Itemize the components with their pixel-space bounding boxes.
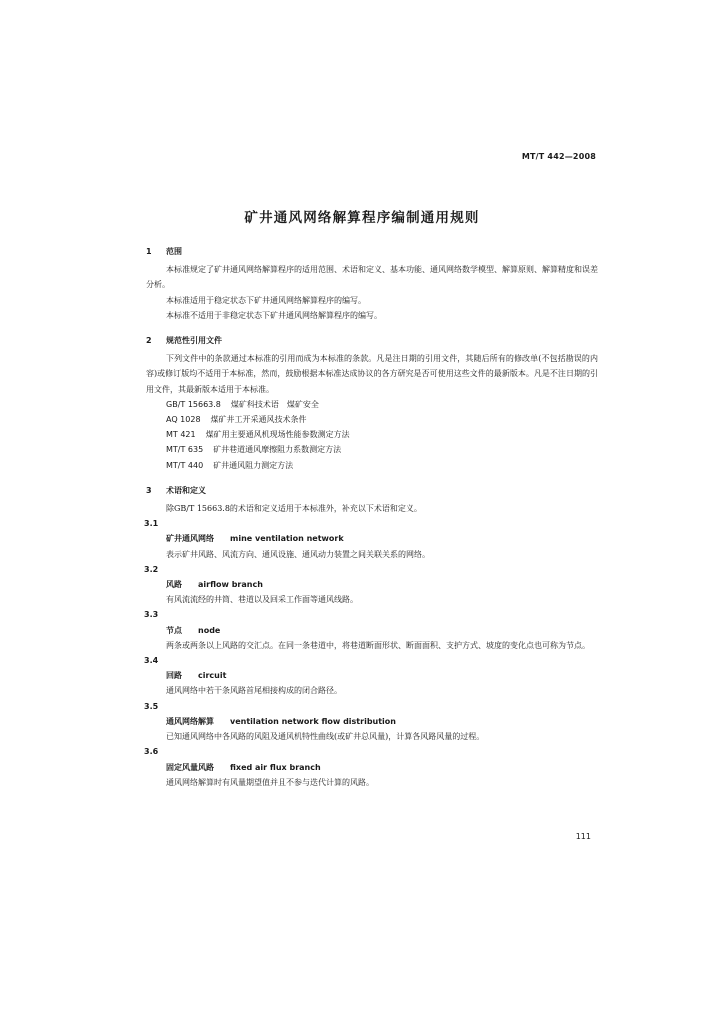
reference-code: MT/T 440 [166,460,204,470]
term-english: mine ventilation network [230,534,344,544]
term-name [146,531,598,546]
term-name [146,760,598,775]
term-definition: 有风流流经的井筒、巷道以及回采工作面等通风线路。 [166,595,358,605]
reference-code: GB/T 15663.8 [166,399,221,409]
term-number: 3.1 [144,519,159,529]
section-title: 规范性引用文件 [166,336,222,346]
term-definition: 通风网络中若干条风路首尾相接构成的闭合路径。 [166,686,342,696]
term-definition: 表示矿井风路、风流方向、通风设施、通风动力装置之间关联关系的网络。 [166,549,430,559]
term-entry [146,653,598,699]
reference-name: 煤矿用主要通风机现场性能参数测定方法 [205,430,350,440]
section-number: 3 [146,485,152,495]
term-english: node [198,625,221,635]
reference-name: 矿井通风阻力测定方法 [213,460,294,470]
term-chinese: 固定风量风路 [166,762,214,772]
paragraph: 本标准适用于稳定状态下矿井通风网络解算程序的编写。 [166,295,366,305]
reference-item [146,458,598,473]
term-name [146,623,598,638]
paragraph: 下列文件中的条款通过本标准的引用而成为本标准的条款。凡是注日期的引用文件，其随后所有的修改单(不包括勘误的内容)或修订版均不适用于本标准，然而，鼓励根据本标准达成协议的各方研究是否可使用这些文件的最新版本。凡是不注日期的引用文件，其最新版本适用于本标准。 [146,354,598,394]
term-definition: 通风网络解算时有风量期望值并且不参与迭代计算的风路。 [166,777,374,787]
reference-code: MT/T 635 [166,445,204,455]
term-chinese: 节点 [166,625,182,635]
section-title: 范围 [166,247,182,256]
paragraph: 本标准规定了矿井通风网络解算程序的适用范围、术语和定义、基本功能、通风网络数学模型、解算原则、解算精度和误差分析。 [146,265,598,290]
section-number: 1 [146,247,152,256]
term-definition: 已知通风网络中各风路的风阻及通风机特性曲线(或矿井总风量)，计算各风路风量的过程。 [166,732,485,742]
document-body [146,244,598,790]
term-number: 3.6 [144,747,159,757]
term-entry [146,562,598,608]
term-english: fixed air flux branch [230,762,321,772]
term-english: airflow branch [198,580,263,590]
section-heading-references [146,333,598,348]
term-chinese: 通风网络解算 [166,716,214,726]
term-number: 3.4 [144,656,159,666]
term-chinese: 回路 [166,671,182,681]
section-title: 术语和定义 [166,485,206,495]
page-number: 111 [575,832,591,841]
standard-number: MT/T 442—2008 [521,152,596,161]
term-name [146,668,598,683]
term-entry [146,516,598,562]
reference-name: 煤矿井工开采通风技术条件 [210,415,307,425]
reference-item [146,397,598,412]
paragraph: 本标准不适用于非稳定状态下矿井通风网络解算程序的编写。 [166,310,382,320]
reference-list [146,397,598,473]
term-english: circuit [198,671,227,681]
section-heading-terms [146,483,598,498]
reference-name: 煤矿科技术语 煤矿安全 [230,399,319,409]
term-definition: 两条或两条以上风路的交汇点。在同一条巷道中，将巷道断面形状、断面面积、支护方式、坡度的变化点也可称为节点。 [166,640,590,650]
term-name [146,714,598,729]
term-name [146,577,598,592]
term-number: 3.2 [144,564,159,574]
reference-code: AQ 1028 [166,415,201,425]
section-number: 2 [146,336,152,346]
term-chinese: 矿井通风网络 [166,534,214,544]
term-entry [146,699,598,745]
document-title: 矿井通风网络解算程序编制通用规则 [244,210,480,226]
reference-item [146,442,598,457]
reference-item [146,427,598,442]
paragraph: 除GB/T 15663.8的术语和定义适用于本标准外，补充以下术语和定义。 [166,504,422,514]
section-heading-scope [146,244,598,259]
term-number: 3.3 [144,610,159,620]
term-number: 3.5 [144,701,159,711]
term-entry [146,607,598,653]
reference-name: 矿井巷道通风摩擦阻力系数测定方法 [213,445,342,455]
term-entry [146,744,598,790]
term-chinese: 风路 [166,580,182,590]
term-english: ventilation network flow distribution [230,716,396,726]
reference-code: MT 421 [166,430,196,440]
reference-item [146,412,598,427]
